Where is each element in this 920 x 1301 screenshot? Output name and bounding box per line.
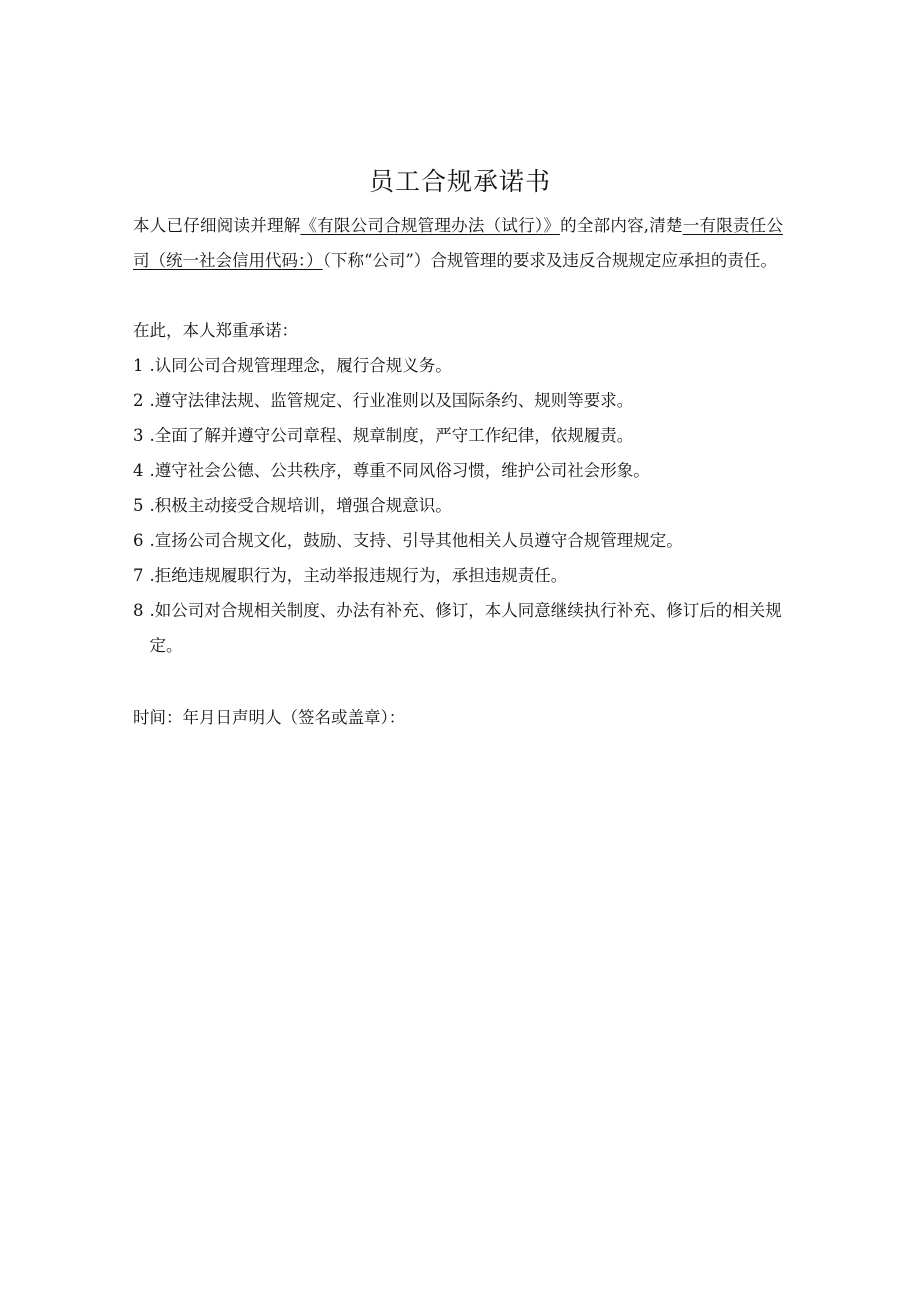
commitment-number: 3 [133, 426, 144, 445]
rules-title: 《有限公司合规管理办法（试行）》 [300, 216, 561, 235]
commitment-number: 6 [133, 531, 144, 550]
commitment-text: .拒绝违规履职行为，主动举报违规行为，承担违规责任。 [149, 566, 568, 585]
commitment-text: .遵守法律法规、监管规定、行业准则以及国际条约、规则等要求。 [149, 391, 634, 410]
commitment-number: 4 [133, 461, 144, 480]
commitment-text: .认同公司合规管理理念，履行合规义务。 [149, 356, 452, 375]
commitment-number: 8 [133, 601, 144, 620]
intro-text-part3: （下称“公司”）合规管理的要求及违反合规规定应承担的责任。 [322, 251, 777, 270]
declaration-line: 在此，本人郑重承诺： [133, 321, 298, 340]
commitment-number: 2 [133, 391, 144, 410]
commitment-text: .积极主动接受合规培训，增强合规意识。 [149, 496, 452, 515]
commitment-number: 7 [133, 566, 144, 585]
company-name: 一有限责任公司（统一社会信用代码：） [133, 216, 784, 270]
commitment-text: .遵守社会公德、公共秩序，尊重不同风俗习惯，维护公司社会形象。 [149, 461, 650, 480]
commitment-item [133, 453, 783, 488]
commitment-item [133, 418, 783, 453]
commitment-item [133, 593, 783, 663]
commitment-number: 5 [133, 496, 144, 515]
commitment-list [133, 348, 783, 663]
intro-text-part1: 本人已仔细阅读并理解 [133, 216, 301, 235]
commitment-item [133, 558, 783, 593]
document-title: 员工合规承诺书 [368, 167, 551, 196]
commitment-item [133, 383, 783, 418]
commitment-item [133, 523, 783, 558]
intro-paragraph [133, 208, 783, 278]
commitment-text: .宣扬公司合规文化，鼓励、支持、引导其他相关人员遵守合规管理规定。 [149, 531, 683, 550]
commitment-text: .全面了解并遵守公司章程、规章制度，严守工作纪律，依规履责。 [149, 426, 634, 445]
commitment-item [133, 488, 783, 523]
commitment-text: .如公司对合规相关制度、办法有补充、修订，本人同意继续执行补充、修订后的相关规定。 [149, 601, 782, 655]
commitment-number: 1 [133, 356, 144, 375]
commitment-item [133, 348, 783, 383]
intro-text-part2: 的全部内容,清楚 [560, 216, 683, 235]
closing-line: 时间：年月日声明人（签名或盖章）： [133, 708, 406, 727]
